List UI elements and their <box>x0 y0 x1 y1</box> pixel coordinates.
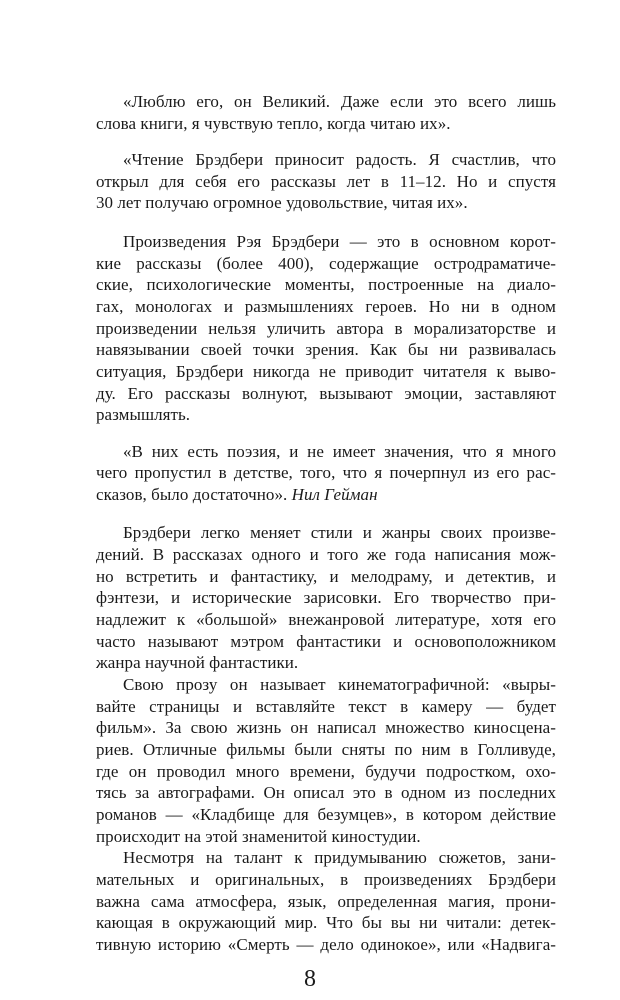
paragraph4-line: Несмотря на талант к придумыванию сюжетов, зани- <box>123 848 556 868</box>
quote3-line: «В них есть поэзия, и не имеет значения, что я много <box>123 441 556 461</box>
quote1-line: «Люблю его, он Великий. Даже если это всего лишь <box>123 92 556 111</box>
paragraph2-line: фэнтези, и исторические зарисовки. Его творчество при- <box>96 588 556 608</box>
paragraph1-line: кие рассказы (более 400), содержащие остродраматиче- <box>96 253 556 273</box>
paragraph3-line: фильм». За свою жизнь он написал множество киносцена- <box>96 718 556 738</box>
paragraph4-line: кающая в окружающий мир. Что бы вы ни читали: детек- <box>96 913 556 933</box>
quote3-line: чего пропустил в детстве, того, что я почерпнул из его рас- <box>96 463 556 483</box>
paragraph2-line: часто называют мэтром фантастики и основоположником <box>96 631 556 651</box>
paragraph1-line: ситуация, Брэдбери никогда не приводит читателя к выво- <box>96 361 556 381</box>
paragraph2-line: дений. В рассказах одного и того же года написания мож- <box>96 545 556 565</box>
page-number: 8 <box>304 966 316 992</box>
paragraph3-line: Свою прозу он называет кинематографичной: «выры- <box>123 675 556 695</box>
quote-attribution: Нил Гейман <box>291 485 378 504</box>
paragraph2-line: но встретить и фантастику, и мелодраму, и детектив, и <box>96 566 556 586</box>
paragraph3-line: вайте страницы и вставляйте текст в камеру — будет <box>96 696 556 716</box>
paragraph1-line: гах, монологах и размышлениях героев. Но ни в одном <box>96 296 556 316</box>
paragraph2-line: надлежит к «большой» внежанровой литературе, хотя его <box>96 610 556 630</box>
paragraph4-line: важна сама атмосфера, язык, определенная магия, прони- <box>96 891 556 911</box>
quote3-line <box>96 484 378 506</box>
paragraph1-line: Произведения Рэя Брэдбери — это в основном корот- <box>123 231 556 251</box>
paragraph3-line: романов — «Кладбище для безумцев», в котором действие <box>96 805 556 825</box>
quote2-line: открыл для себя его рассказы лет в 11–12. Но и спустя <box>96 171 556 191</box>
paragraph1-line: навязывании своей точки зрения. Как бы ни развивалась <box>96 340 556 360</box>
paragraph2-line: Брэдбери легко меняет стили и жанры своих произве- <box>123 523 556 543</box>
quote2-line: «Чтение Брэдбери приносит радость. Я счастлив, что <box>123 150 556 170</box>
paragraph3-line: происходит на этой знаменитой киностудии. <box>96 826 421 846</box>
quote3-text: сказов, было достаточно». <box>96 485 292 504</box>
paragraph4-line: мательных и оригинальных, в произведениях Брэдбери <box>96 870 556 890</box>
paragraph3-line: тясь за автографами. Он описал это в одном из последних <box>96 783 556 803</box>
paragraph3-line: риев. Отличные фильмы были сняты по ним в Голливуде, <box>96 740 556 760</box>
paragraph1-line: ду. Его рассказы волнуют, вызывают эмоции, заставляют <box>96 383 556 403</box>
paragraph4-line: тивную историю «Смерть — дело одинокое», или «Надвига- <box>96 935 556 955</box>
quote2-line: 30 лет получаю огромное удовольствие, читая их». <box>96 193 468 213</box>
paragraph1-line: произведении нельзя уличить автора в морализаторстве и <box>96 318 556 338</box>
paragraph3-line: где он проводил много времени, будучи подростком, охо- <box>96 761 556 781</box>
paragraph1-line: размышлять. <box>96 405 191 425</box>
paragraph1-line: ские, психологические моменты, построенные на диало- <box>96 275 556 295</box>
paragraph2-line: жанра научной фантастики. <box>96 653 299 673</box>
quote1-line: слова книги, я чувствую тепло, когда читаю их». <box>96 113 451 133</box>
